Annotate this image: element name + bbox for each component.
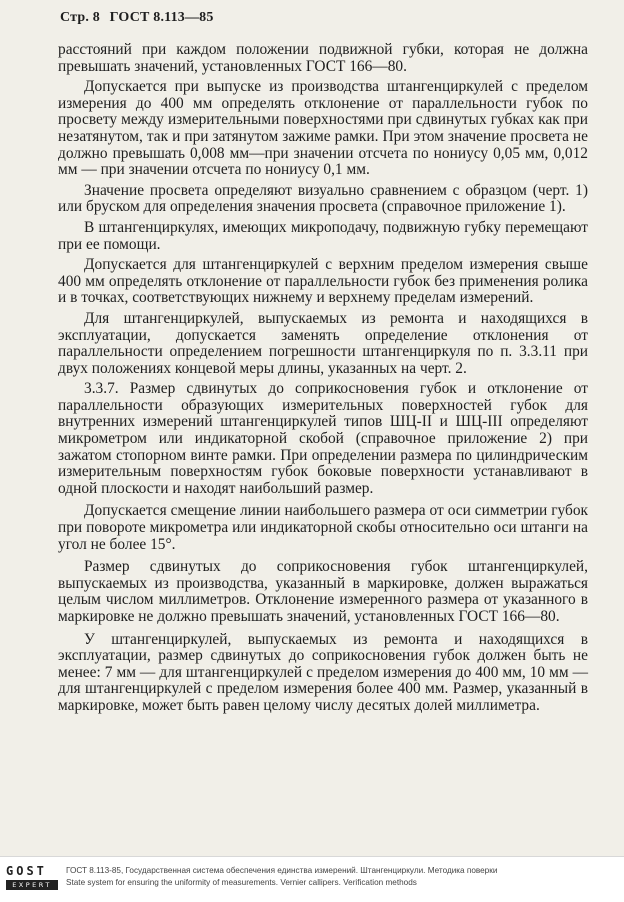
paragraph: Для штангенциркулей, выпускаемых из ремонта и находящихся в эксплуатации, допускается заменять определение отклонения от параллельности определением погрешности штангенциркуля по п. 3.3.11 при двух положениях концевой меры длины, указанных на черт. 2. bbox=[58, 309, 588, 377]
document-body bbox=[58, 42, 588, 719]
gost-expert-logo[interactable] bbox=[6, 865, 58, 893]
standard-designation: ГОСТ 8.113—85 bbox=[109, 10, 214, 25]
paragraph: В штангенциркулях, имеющих микроподачу, подвижную губку перемещают при ее помощи. bbox=[58, 218, 588, 253]
footer-title-ru: ГОСТ 8.113-85, Государственная система обеспечения единства измерений. Штангенциркули. Методика поверки bbox=[66, 866, 498, 875]
paragraph: Размер сдвинутых до соприкосновения губок штангенциркулей, выпускаемых из производства, указанный в маркировке, должен выражаться целым числом миллиметров. Отклонение измеренного размера от указанного в маркировке не должно превышать значений, установленных ГОСТ 166—80. bbox=[58, 558, 588, 625]
paragraph: расстояний при каждом положении подвижной губки, которая не должна превышать значений, установленных ГОСТ 166—80. bbox=[58, 41, 588, 75]
paragraph: У штангенциркулей, выпускаемых из ремонта и находящихся в эксплуатации, размер сдвинутых до соприкосновения губок должен быть не менее: 7 мм — для штангенциркулей с пределом измерения до 400 мм, 10 мм — для штангенциркулей с пределом измерения более 400 мм. Размер, указанный в маркировке, может быть равен целому числу десятых долей миллиметра. bbox=[58, 630, 588, 714]
paragraph: Допускается для штангенциркулей с верхним пределом измерения свыше 400 мм определять отклонение от параллельности губок без применения ролика и в точках, соответствующих нижнему и верхнему пределам измерений. bbox=[58, 256, 588, 307]
page-number: Стр. 8 bbox=[60, 10, 100, 25]
page-header bbox=[60, 10, 214, 26]
footer-title-en: State system for ensuring the uniformity of measurements. Vernier callipers. Verification methods bbox=[66, 878, 417, 887]
paragraph: Допускается смещение линии наибольшего размера от оси симметрии губок при повороте микрометра или индикаторной скобы относительно оси штанги на угол не более 15°. bbox=[58, 502, 588, 553]
footer-bar bbox=[0, 856, 624, 902]
footer-caption bbox=[66, 865, 497, 889]
paragraph: Допускается при выпуске из производства штангенциркулей с пределом измерения до 400 мм определять отклонение от параллельности губок по просвету между измерительными поверхностями при сдвинутых губках как при незатянутом, так и при затянутом зажиме рамки. При этом значение просвета не должно превышать 0,008 мм—при значении отсчета по нониусу 0,05 мм, 0,012 мм — при значении отсчета по нониусу 0,1 мм. bbox=[58, 78, 588, 179]
logo-subtitle: EXPERT bbox=[6, 880, 58, 890]
logo-wordmark: GOST bbox=[6, 864, 47, 878]
paragraph: 3.3.7. Размер сдвинутых до соприкосновения губок и отклонение от параллельности образующих измерительных поверхностей губок для внутренних измерений штангенциркулей типов ШЦ-II и ШЦ-III определяют микрометром или индикаторной скобой (справочное приложение 2) при зажатом стопорном винте рамки. При определении размера по цилиндрическим измерительным поверхностям губок боковые поверхности устанавливают в одной плоскости и находят наибольший размер. bbox=[58, 380, 588, 497]
paragraph: Значение просвета определяют визуально сравнением с образцом (черт. 1) или бруском для определения значения просвета (справочное приложение 1). bbox=[58, 181, 588, 216]
